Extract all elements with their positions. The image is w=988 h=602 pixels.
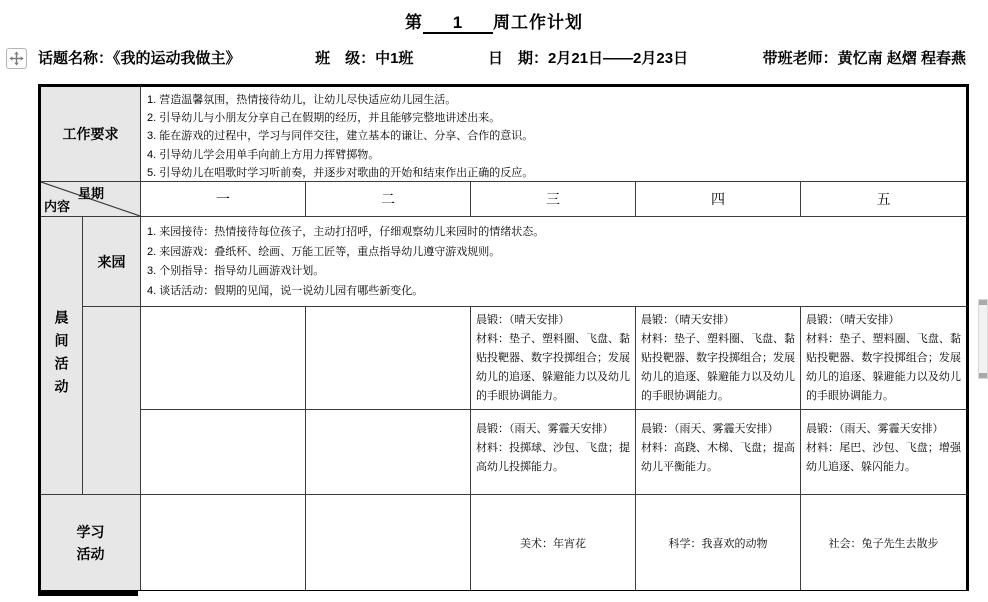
learning-activity: 科学：我喜欢的动物 (668, 537, 768, 550)
weekday-header-tue[interactable]: 二 (306, 182, 471, 217)
exercise-title: 晨锻：（晴天安排） (641, 314, 735, 326)
work-requirements-content-cell[interactable] (141, 87, 966, 182)
arrival-content-cell[interactable] (141, 217, 966, 307)
vertical-scrollbar-thumb[interactable] (978, 299, 988, 379)
table-move-handle[interactable] (6, 48, 27, 69)
plan-info-line (38, 47, 966, 68)
scrollbar-thumb-bottom-cap (979, 373, 987, 378)
work-requirements-label-cell[interactable] (41, 87, 141, 182)
page-title (0, 8, 988, 34)
requirement-item: 4. 引导幼儿学会用单手向前上方用力挥臂掷物。 (147, 148, 380, 161)
requirement-item: 1. 营造温馨氛围，热情接待幼儿，让幼儿尽快适应幼儿园生活。 (147, 94, 457, 106)
title-suffix: 周工作计划 (493, 13, 583, 32)
weekday-header-mon[interactable]: 一 (141, 182, 306, 217)
diagonal-header-weekday: 星期 (78, 186, 105, 201)
rainy-exercise-thu-cell[interactable] (636, 410, 801, 495)
learning-wed-cell[interactable] (471, 495, 636, 590)
requirement-item: 5. 引导幼儿在唱歌时学习听前奏，并逐步对歌曲的开始和结束作出正确的反应。 (147, 166, 534, 179)
arrival-item: 4. 谈话活动：假期的见闻，说一说幼儿园有哪些新变化。 (147, 284, 424, 297)
learning-activities-label: 学习活动 (76, 523, 105, 562)
arrival-label: 来园 (97, 253, 126, 270)
sunny-exercise-mon-cell[interactable] (141, 307, 306, 410)
weekday-content-diagonal-header-cell (41, 182, 141, 217)
morning-activities-group-label-cell (41, 217, 83, 495)
arrival-label-cell (83, 217, 141, 307)
rainy-exercise-fri-cell[interactable] (801, 410, 966, 495)
learning-activity: 美术：年宵花 (520, 537, 586, 550)
learning-fri-cell[interactable] (801, 495, 966, 590)
sunny-exercise-thu-cell[interactable] (636, 307, 801, 410)
learning-activity: 社会：兔子先生去散步 (828, 537, 939, 550)
arrival-item: 2. 来园游戏：叠纸杯、绘画、万能工匠等，重点指导幼儿遵守游戏规则。 (147, 245, 501, 258)
exercise-title: 晨锻：（晴天安排） (806, 314, 900, 326)
exercise-body: 材料：垫子、塑料圈、飞盘、黏贴投靶器、数字投掷组合；发展幼儿的追逐、躲避能力以及幼儿的手眼协调能力。 (806, 333, 961, 402)
table-bottom-thick-border (38, 591, 138, 596)
exercise-title: 晨锻：（雨天、雾霾天安排） (476, 423, 614, 435)
class-name[interactable]: 班 级：中1班 (315, 50, 414, 67)
sunny-exercise-fri-cell[interactable] (801, 307, 966, 410)
morning-activities-label: 晨间活动 (53, 309, 70, 402)
title-prefix: 第 (405, 13, 423, 32)
scrollbar-thumb-top-cap (979, 300, 987, 305)
exercise-body: 材料：投掷球、沙包、飞盘；提高幼儿投掷能力。 (476, 442, 630, 473)
weekly-plan-table (38, 84, 969, 591)
date-range[interactable]: 日 期：2月21日——2月23日 (488, 50, 689, 67)
weekday-header-thu[interactable]: 四 (636, 182, 801, 217)
requirement-item: 3. 能在游戏的过程中，学习与同伴交往，建立基本的谦让、分享、合作的意识。 (147, 130, 534, 143)
exercise-title: 晨锻：（晴天安排） (476, 314, 570, 326)
week-number-blank[interactable]: 1 (423, 13, 493, 34)
learning-activities-label-cell (41, 495, 141, 590)
morning-exercise-sub-label-cell (83, 307, 141, 495)
exercise-title: 晨锻：（雨天、雾霾天安排） (641, 423, 779, 435)
requirement-item: 2. 引导幼儿与小朋友分享自己在假期的经历，并且能够完整地讲述出来。 (147, 112, 501, 125)
learning-thu-cell[interactable] (636, 495, 801, 590)
exercise-body: 材料：尾巴、沙包、飞盘；增强幼儿追逐、躲闪能力。 (806, 442, 961, 473)
exercise-body: 材料：垫子、塑料圈、飞盘、黏贴投靶器、数字投掷组合；发展幼儿的追逐、躲避能力以及幼儿的手眼协调能力。 (476, 333, 630, 402)
arrival-item: 1. 来园接待：热情接待每位孩子，主动打招呼，仔细观察幼儿来园时的情绪状态。 (147, 226, 545, 238)
teachers[interactable]: 带班老师：黄忆南 赵熠 程春燕 (762, 50, 966, 67)
weekday-header-wed[interactable]: 三 (471, 182, 636, 217)
sunny-exercise-wed-cell[interactable] (471, 307, 636, 410)
rainy-exercise-wed-cell[interactable] (471, 410, 636, 495)
exercise-body: 材料：高跷、木梯、飞盘；提高幼儿平衡能力。 (641, 442, 795, 473)
sunny-exercise-tue-cell[interactable] (306, 307, 471, 410)
diagonal-header-content: 内容 (44, 199, 71, 214)
learning-tue-cell[interactable] (306, 495, 471, 590)
learning-mon-cell[interactable] (141, 495, 306, 590)
rainy-exercise-tue-cell[interactable] (306, 410, 471, 495)
exercise-body: 材料：垫子、塑料圈、飞盘、黏贴投靶器、数字投掷组合；发展幼儿的追逐、躲避能力以及幼儿的手眼协调能力。 (641, 333, 795, 402)
exercise-title: 晨锻：（雨天、雾霾天安排） (806, 423, 944, 435)
rainy-exercise-mon-cell[interactable] (141, 410, 306, 495)
arrival-item: 3. 个别指导：指导幼儿画游戏计划。 (147, 265, 325, 277)
weekday-header-fri[interactable]: 五 (801, 182, 966, 217)
topic-name[interactable]: 话题名称：《我的运动我做主》 (38, 50, 241, 67)
work-requirements-label: 工作要求 (62, 126, 119, 142)
move-arrows-icon (9, 51, 24, 66)
